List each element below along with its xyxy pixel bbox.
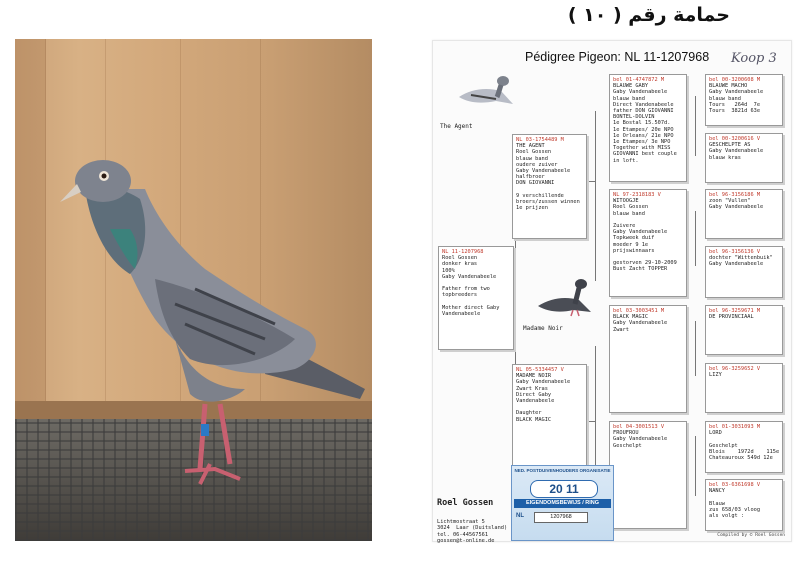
owner-address [437, 487, 507, 557]
card-text: Roel Gossen donker kras 100% Gaby Vandenabeele Father from two topbreeders Mother direct Gaby Vandenabeele [442, 255, 500, 318]
card-text: MADAME NOIR Gaby Vandenabeele Zwart Kras Direct Gaby Vandenabeele Daughter BLACK MAGIC [516, 373, 571, 423]
card-sss [705, 74, 783, 126]
koop-note: Koop 3 [731, 51, 777, 66]
card-text: WITOOGJE Roel Gossen blauw band Zuivere Gaby Vandenabeele Topkweek duif moeder 9 1e prijswinnaars gestorven 29-10-2009 Bust Zacht TOPPER [613, 198, 677, 273]
pigeon-illustration [15, 39, 372, 541]
card-text: GESCHELPTE AS Gaby Vandenabeele blauw kras [709, 142, 764, 161]
card-sire-sire [609, 74, 687, 182]
ring-number: NL 05-5334457 V [516, 367, 564, 373]
ring-number: NL 03-1754489 M [516, 137, 564, 143]
card-ddd [705, 479, 783, 531]
card-text: FROUFROU Gaby Vandenabeele Geschelpt [613, 430, 668, 449]
ring-number: NL 97-2318183 V [613, 192, 661, 198]
card-dss [705, 305, 783, 355]
card-text: BLAUWE GABY Gaby Vandenabeele blauw band Direct Vandenabeele father DON GIOVANNI BONTEL-DOLVIN 1e Bostal 15.507d. 1e Etampes/ 20e NPO 1e Orleans/ 21e NPO 1e Etampes/ 3e NPO Together with MISS GIOVANNI best couple in loft. [613, 83, 677, 164]
page-title: حمامة رقم ( ١٠ ) [567, 4, 730, 26]
pigeon-photo [15, 39, 372, 541]
ring-number: bel 96-3259671 M [709, 308, 761, 314]
certificate-year: 20 11 [530, 480, 598, 498]
card-text: THE AGENT Roel Gossen blauw band oudere zuiver Gaby Vandenabeele halfbroer DON GIOVANNI 9 verschillende broers/zussen winnen 1e prijzen [516, 143, 580, 212]
owner-lines: Lichtmostraat 5 3024 Laar (Duitsland) tel. 06-44567561 gossen@t-online.de [437, 519, 508, 545]
ownership-certificate [511, 465, 614, 541]
ring-number: NL 11-1207968 [442, 249, 484, 255]
certificate-org: NED. POSTDUIVENHOUDERS ORGANISATIE [514, 468, 611, 473]
card-text: DE PROVINCIAAL [709, 314, 754, 321]
madame-photo-label: Madame Noir [523, 325, 563, 332]
certificate-number: 1207968 [534, 512, 588, 523]
card-sire [512, 134, 587, 239]
madame-noir-thumbnail [533, 266, 595, 318]
agent-photo-label: The Agent [440, 123, 473, 130]
ring-number: bel 01-4747872 M [613, 77, 665, 83]
compilation-note: Compiled by © Roel Gossen [717, 533, 785, 538]
ring-number: bel 96-3156186 M [709, 192, 761, 198]
ring-number: bel 96-3259652 V [709, 366, 761, 372]
card-dam [512, 364, 587, 474]
certificate-band: EIGENDOMSBEWIJS / RING [514, 499, 611, 508]
card-text: NANCY Blauw zus 658/03 vloog als volgt : [709, 488, 761, 520]
card-text: zoon "Vullen" Gaby Vandenabeele [709, 198, 764, 211]
card-text: BLAUWE MACHO Gaby Vandenabeele blauw band Tours 264d 7e Tours 3821d 63e [709, 83, 764, 115]
card-text: LORD Geschelpt Blois 1972d 115e Chateauroux 549d 12e [709, 430, 780, 462]
certificate-country: NL [516, 513, 524, 519]
card-text: dochter "Wittenbuik" Gaby Vandenabeele [709, 255, 773, 268]
card-dam-sire [609, 305, 687, 413]
agent-thumbnail [451, 59, 521, 114]
pedigree-title: Pédigree Pigeon: NL 11-1207968 [525, 50, 710, 64]
ring-number: bel 03-3003451 M [613, 308, 665, 314]
ring-number: bel 00-3200608 M [709, 77, 761, 83]
ring-number: bel 03-6361698 V [709, 482, 761, 488]
card-sds [705, 189, 783, 239]
card-dds [705, 421, 783, 473]
card-sdd [705, 246, 783, 298]
owner-name: Roel Gossen [437, 497, 494, 508]
pedigree-sheet [432, 40, 792, 545]
card-text: BLACK MAGIC Gaby Vandenabeele Zwart [613, 314, 668, 333]
card-sire-dam [609, 189, 687, 297]
card-dsd [705, 363, 783, 413]
ring-number: bel 04-3001513 V [613, 424, 665, 430]
card-ssd [705, 133, 783, 183]
ring-number: bel 01-3031093 M [709, 424, 761, 430]
card-text: LIZY [709, 372, 722, 379]
card-subject [438, 246, 514, 350]
ring-number: bel 96-3156136 V [709, 249, 761, 255]
ring-number: bel 00-3200616 V [709, 136, 761, 142]
card-dam-dam [609, 421, 687, 529]
